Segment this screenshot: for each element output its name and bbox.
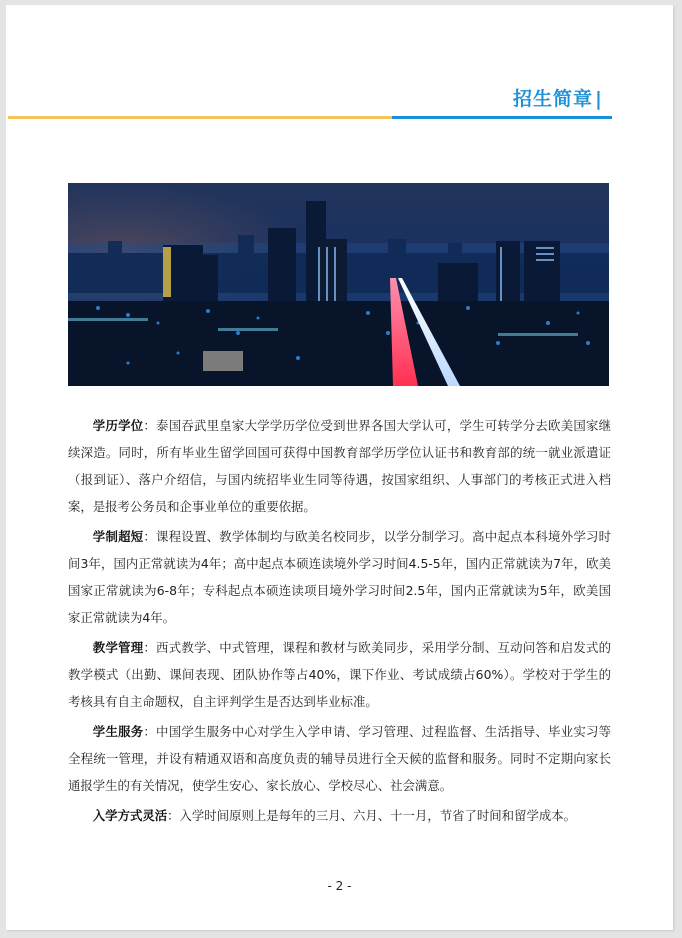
document-page	[6, 5, 673, 930]
article-body	[68, 412, 611, 829]
section-teaching-management	[68, 634, 611, 715]
section-heading: 学生服务	[92, 724, 144, 739]
section-text: 泰国吞武里皇家大学学历学位受到世界各国大学认可，学生可转学分去欧美国家继续深造。同时，所有毕业生留学回国可获得中国教育部学历学位认证书和教育部的统一就业派遣证（报到证）、落户介绍信，与国内统招毕业生同等待遇，按国家组织、人事部门的考核正式进入档案，是报考公务员和企事业单位的重要依据。	[68, 418, 612, 514]
section-heading: 教学管理	[92, 640, 144, 655]
hero-city-night-image	[68, 183, 609, 386]
section-degree	[68, 412, 611, 520]
section-short-program	[68, 523, 611, 631]
page-number: - 2 -	[327, 879, 352, 893]
city-skyline-illustration	[68, 183, 609, 386]
section-separator: ：	[143, 724, 157, 739]
section-flexible-enrollment	[68, 802, 611, 829]
section-separator: ：	[143, 529, 157, 544]
header-title-text: 招生简章	[513, 88, 594, 110]
section-separator: ：	[167, 808, 180, 823]
section-heading: 入学方式灵活	[92, 808, 168, 823]
section-separator: ：	[143, 640, 157, 655]
header-title-bar: |	[595, 88, 603, 110]
header-rule-yellow	[8, 116, 392, 119]
section-text: 课程设置、教学体制均与欧美名校同步，以学分制学习。高中起点本科境外学习时间3年，国内正常就读为4年；高中起点本硕连读境外学习时间4.5-5年，国内正常就读为7年，欧美国家正常就读为6-8年；专科起点本硕连读项目境外学习时间2.5年，国内正常就读为5年，欧美国家正常就读为4年。	[68, 529, 612, 625]
section-separator: ：	[143, 418, 157, 433]
section-heading: 学制超短	[92, 529, 144, 544]
section-student-services	[68, 718, 611, 799]
header-rule-blue	[392, 116, 612, 119]
header-title	[513, 84, 603, 111]
section-text: 西式教学、中式管理，课程和教材与欧美同步，采用学分制、互动问答和启发式的教学模式（出勤、课间表现、团队协作等占40%，课下作业、考试成绩占60%）。学校对于学生的考核具有自主命题权，自主评判学生是否达到毕业标准。	[68, 640, 612, 709]
section-heading: 学历学位	[92, 418, 144, 433]
section-text: 入学时间原则上是每年的三月、六月、十一月，节省了时间和留学成本。	[179, 808, 577, 823]
section-text: 中国学生服务中心对学生入学申请、学习管理、过程监督、生活指导、毕业实习等全程统一管理，并设有精通双语和高度负责的辅导员进行全天候的监督和服务。同时不定期向家长通报学生的有关情况，使学生安心、家长放心、学校尽心、社会满意。	[68, 724, 612, 793]
